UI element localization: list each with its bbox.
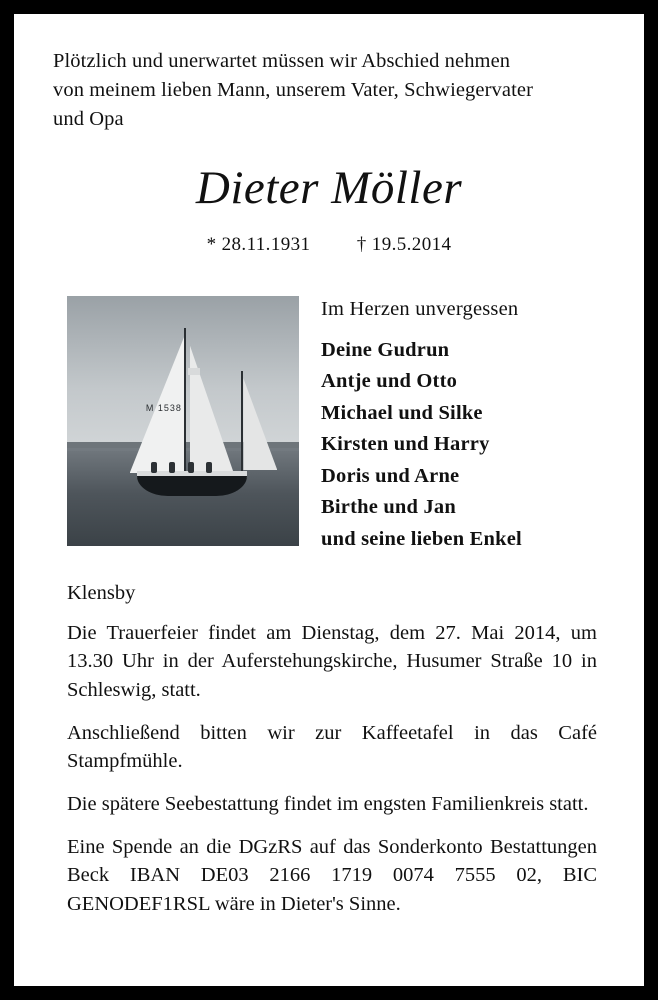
mizzen-mast: [241, 371, 243, 481]
family-member: Antje und Otto: [321, 370, 458, 393]
life-dates: [53, 234, 605, 256]
crew-figure: [169, 462, 175, 473]
sailboat-photo: [67, 296, 299, 546]
family-member: Deine Gudrun: [321, 338, 450, 361]
family-member: und seine lieben Enkel: [321, 528, 522, 551]
family-list: [299, 296, 605, 556]
family-heading: Im Herzen unvergessen: [321, 297, 519, 320]
service-details: Die Trauerfeier findet am Dienstag, dem 27. Mai 2014, um 13.30 Uhr in der Auferstehungskirche, Husumer Straße 10 in Schleswig, statt.: [67, 621, 597, 701]
family-member: Michael und Silke: [321, 401, 483, 424]
main-mast: [184, 328, 186, 483]
intro-text: [53, 47, 605, 134]
burial-details: Die spätere Seebestattung findet im engsten Familienkreis statt.: [67, 793, 589, 816]
photo-container: [67, 296, 299, 546]
place-name: Klensby: [67, 581, 136, 604]
birth-date: * 28.11.1931: [206, 233, 311, 255]
death-date: † 19.5.2014: [356, 233, 452, 255]
family-member: Birthe und Jan: [321, 496, 456, 519]
photo-and-family: [53, 296, 605, 556]
burgee-flag: [188, 368, 200, 375]
deceased-name: Dieter Möller: [195, 162, 463, 215]
intro-line: von meinem lieben Mann, unserem Vater, Schwiegervater: [53, 79, 534, 102]
sail-number: M 1538: [145, 403, 182, 414]
obituary-inner-frame: [14, 14, 644, 986]
crew-figure: [188, 462, 194, 473]
boat-hull: [137, 476, 247, 496]
family-member: Kirsten und Harry: [321, 433, 490, 456]
intro-line: und Opa: [53, 108, 124, 131]
reception-details: Anschließend bitten wir zur Kaffeetafel in das Café Stampfmühle.: [67, 721, 597, 773]
crew-figure: [206, 462, 212, 473]
donation-details: Eine Spende an die DGzRS auf das Sonderkonto Bestattungen Beck IBAN DE03 2166 1719 0074 7555 02, BIC GENODEF1RSL wäre in Dieter's Sinne.: [67, 835, 597, 916]
crew-figure: [151, 462, 157, 473]
intro-line: Plötzlich und unerwartet müssen wir Abschied nehmen: [53, 50, 511, 72]
family-member: Doris und Arne: [321, 464, 460, 487]
